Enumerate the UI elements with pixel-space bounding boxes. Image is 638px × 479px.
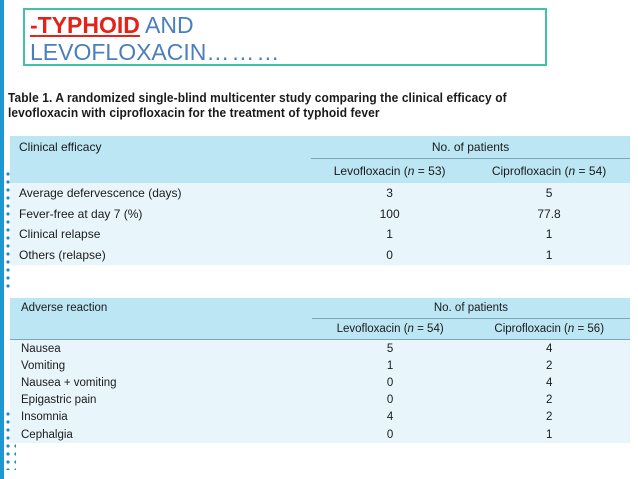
table-header-row xyxy=(10,136,630,159)
table-row xyxy=(10,357,630,374)
table-row xyxy=(10,409,630,426)
slide-title xyxy=(23,8,547,66)
column-header-levofloxacin: Levofloxacin (n = 53) xyxy=(311,159,468,184)
table-row xyxy=(10,374,630,391)
caption-text: A randomized single-blind multicenter study comparing the clinical efficacy of levofloxacin with ciprofloxacin for the treatment of typhoid fever xyxy=(8,90,507,120)
ciprofloxacin-value: 4 xyxy=(468,340,630,358)
table-row xyxy=(10,224,630,245)
column-header-ciprofloxacin: Ciprofloxacin (n = 56) xyxy=(468,319,630,340)
levofloxacin-value: 0 xyxy=(312,374,469,391)
title-dash: - xyxy=(30,12,38,38)
levofloxacin-value: 4 xyxy=(312,409,469,426)
table-subheader-row xyxy=(10,159,630,184)
group-header-no-of-patients: No. of patients xyxy=(312,298,630,319)
levofloxacin-value: 100 xyxy=(311,204,468,225)
row-label: Vomiting xyxy=(10,357,312,374)
column-header-ciprofloxacin: Ciprofloxacin (n = 54) xyxy=(468,159,630,184)
column-header-clinical-efficacy: Clinical efficacy xyxy=(10,136,311,159)
adverse-reaction-table xyxy=(10,298,630,443)
levofloxacin-value: 1 xyxy=(311,224,468,245)
table-row xyxy=(10,426,630,443)
levofloxacin-value: 5 xyxy=(312,340,469,358)
table-row xyxy=(10,245,630,266)
ciprofloxacin-value: 2 xyxy=(468,357,630,374)
row-label: Nausea + vomiting xyxy=(10,374,312,391)
column-header-adverse-reaction: Adverse reaction xyxy=(10,298,312,319)
table-subheader-row xyxy=(10,319,630,340)
column-header-levofloxacin: Levofloxacin (n = 54) xyxy=(312,319,469,340)
table-row xyxy=(10,340,630,358)
title-typhoid: TYPHOID xyxy=(37,12,140,38)
table-row xyxy=(10,204,630,225)
row-label: Others (relapse) xyxy=(10,245,311,266)
table-caption xyxy=(8,90,580,120)
ciprofloxacin-value: 1 xyxy=(468,245,630,266)
row-label: Clinical relapse xyxy=(10,224,311,245)
title-levofloxacin: LEVOFLOXACIN xyxy=(30,39,207,65)
row-label: Fever-free at day 7 (%) xyxy=(10,204,311,225)
ciprofloxacin-value: 2 xyxy=(468,409,630,426)
levofloxacin-value: 0 xyxy=(312,426,469,443)
title-and: AND xyxy=(139,12,194,38)
ciprofloxacin-value: 4 xyxy=(468,374,630,391)
table-row xyxy=(10,183,630,204)
row-label: Cephalgia xyxy=(10,426,312,443)
clinical-efficacy-table xyxy=(10,136,630,265)
row-label: Average defervescence (days) xyxy=(10,183,311,204)
row-label: Insomnia xyxy=(10,409,312,426)
table-header-row xyxy=(10,298,630,319)
ciprofloxacin-value: 1 xyxy=(468,426,630,443)
row-label: Epigastric pain xyxy=(10,392,312,409)
levofloxacin-value: 1 xyxy=(312,357,469,374)
ciprofloxacin-value: 77.8 xyxy=(468,204,630,225)
ciprofloxacin-value: 1 xyxy=(468,224,630,245)
levofloxacin-value: 0 xyxy=(311,245,468,266)
group-header-no-of-patients: No. of patients xyxy=(311,136,630,159)
title-ellipsis: ……… xyxy=(206,39,282,65)
table-row xyxy=(10,392,630,409)
ciprofloxacin-value: 2 xyxy=(468,392,630,409)
levofloxacin-value: 3 xyxy=(311,183,468,204)
caption-label: Table 1. xyxy=(8,90,53,105)
row-label: Nausea xyxy=(10,340,312,358)
ciprofloxacin-value: 5 xyxy=(468,183,630,204)
levofloxacin-value: 0 xyxy=(312,392,469,409)
